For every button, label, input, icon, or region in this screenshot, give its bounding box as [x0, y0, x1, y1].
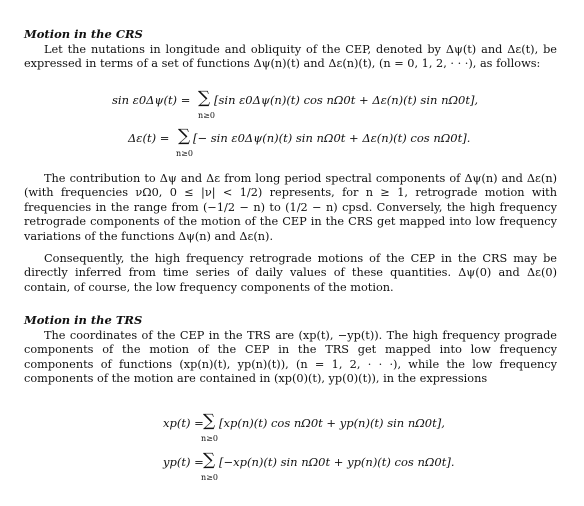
sum-index: n≥0 — [201, 434, 218, 443]
sum-symbol: ∑ — [203, 450, 216, 470]
equation-xp: xp(t) = — [163, 416, 204, 430]
equation-rhs: [−xp(n)(t) sin nΩ0t + yp(n)(t) cos nΩ0t]. — [219, 455, 455, 469]
paragraph-contribution: The contribution to Δψ and Δε from long period spectral components of Δψ(n) and Δε(n) (with frequencies νΩ0, 0 ≤ |ν| < 1/2) represents, for n ≥ 1, retrograde motion with frequencies in the range from (−1/2 − n) to (1/2 − n) cpsd. Conversely, the high frequency retrograde components of the motion of the CEP in the CRS get mapped into low frequency variations of the functions Δψ(n) and Δε(n). — [24, 172, 557, 243]
equation-sin-eps-dpsi: sin ε0Δψ(t) = — [112, 93, 191, 107]
section-heading-trs: Motion in the TRS — [24, 313, 143, 327]
equation-rhs: [sin ε0Δψ(n)(t) cos nΩ0t + Δε(n)(t) sin nΩ0t], — [214, 93, 479, 107]
equation-yp: yp(t) = — [163, 455, 204, 469]
sum-symbol: ∑ — [198, 88, 211, 108]
paragraph-consequently: Consequently, the high frequency retrograde motions of the CEP in the CRS may be directly inferred from time series of daily values of these quantities. Δψ(0) and Δε(0) contain, of course, the low frequency components of the motion. — [24, 252, 557, 294]
sum-symbol: ∑ — [203, 411, 216, 431]
equation-delta-eps: Δε(t) = — [128, 131, 170, 145]
paragraph-nutations-intro: Let the nutations in longitude and obliquity of the CEP, denoted by Δψ(t) and Δε(t), be expressed in terms of a set of functions Δψ(n)(t) and Δε(n)(t), (n = 0, 1, 2, · · ·), as follows: — [24, 43, 557, 71]
paragraph-trs-coordinates: The coordinates of the CEP in the TRS are (xp(t), −yp(t)). The high frequency prograde components of the motion of the CEP in the TRS get mapped into low frequency components of functions (xp(n)(t), yp(n)(t)), (n = 1, 2, · · ·), while the low frequency components of the motion are contained in (xp(0)(t), yp(0)(t)), in the expressions — [24, 329, 557, 386]
section-heading-crs: Motion in the CRS — [24, 27, 143, 41]
sum-symbol: ∑ — [178, 126, 191, 146]
sum-index: n≥0 — [201, 473, 218, 482]
equation-rhs: [− sin ε0Δψ(n)(t) sin nΩ0t + Δε(n)(t) cos nΩ0t]. — [193, 131, 471, 145]
sum-index: n≥0 — [198, 111, 215, 120]
sum-index: n≥0 — [176, 149, 193, 158]
equation-rhs: [xp(n)(t) cos nΩ0t + yp(n)(t) sin nΩ0t], — [219, 416, 445, 430]
